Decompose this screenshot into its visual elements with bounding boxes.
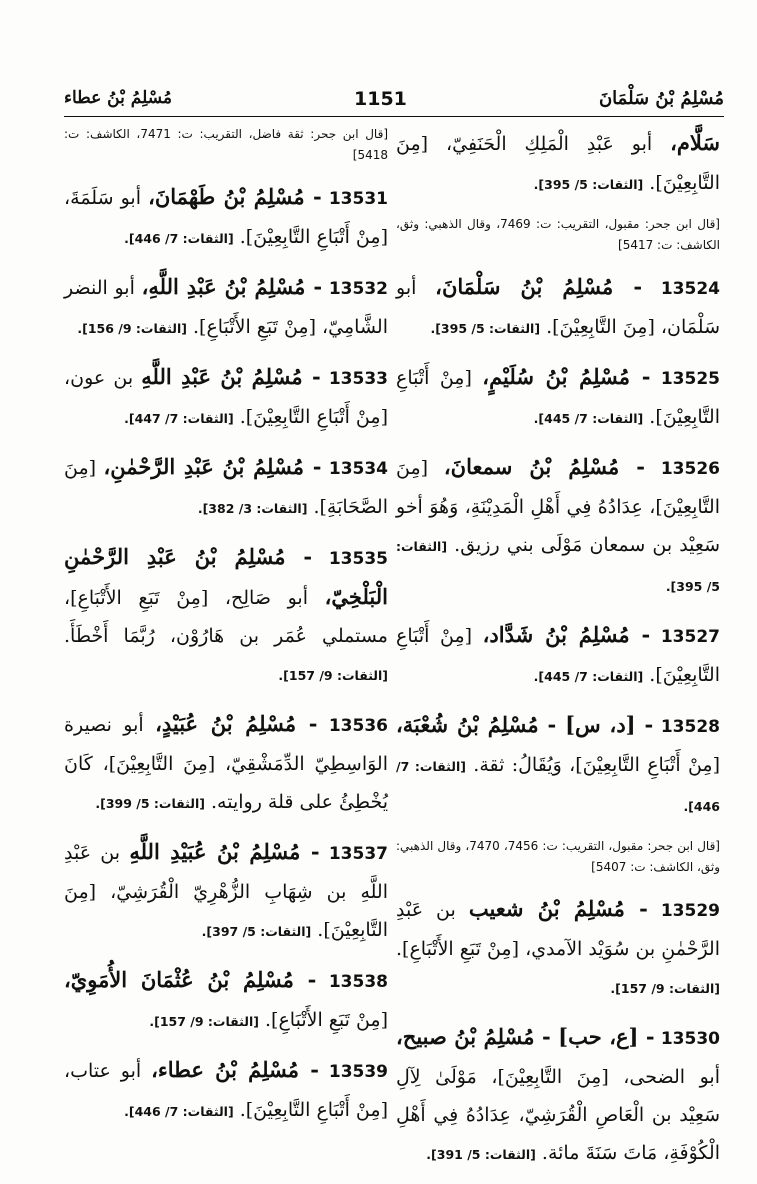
entry-name: - مُسْلِمُ بْنُ عُبَيْدٍ، <box>155 711 318 736</box>
entry-name: سَلَّام، <box>670 130 720 155</box>
entry-text: أبو صَالِح، [مِنْ تَبَعِ الأَتْبَاعِ]، مستملي عُمَر بن هَارُوْن، رُبَّمَا أَخْطَأَ. <box>64 587 388 647</box>
entry-name: - مُسْلِمُ بْنُ شعيب <box>468 896 648 921</box>
editor-note: [قال ابن جحر: مقبول، التقريب: ت: 7456، 7470، وقال الذهبي: وثق، الكاشف: ت: 5407] <box>396 839 720 874</box>
entry-name: - مُسْلِمُ بْنُ شَدَّاد، <box>482 622 651 647</box>
entry-text: [مِنَ الصَّحَابَةِ]. <box>64 457 388 518</box>
entry-text: أبو نصيرة الوَاسِطِيّ الدِّمَشْقِيّ، [مِنَ التَّابِعِيْنَ]، كَانَ يُخْطِئُ على قلة روايته. <box>64 714 388 813</box>
entry-number: 13527 <box>660 627 720 647</box>
entry-number: 13537 <box>328 844 388 864</box>
source-reference: [الثقات: 5/ 395]. <box>430 321 541 336</box>
entry-name: - مُسْلِمُ بْنُ عَبْدِ اللَّهِ، <box>141 274 323 299</box>
page-header <box>64 86 724 117</box>
entry-name: - مُسْلِمُ بْنُ عُبَيْدِ اللَّهِ <box>129 839 320 864</box>
entry-number: 13525 <box>660 369 720 389</box>
entry-number: 13529 <box>660 901 720 921</box>
left-column <box>64 124 388 1141</box>
entry-number: 13524 <box>660 279 720 299</box>
source-reference: [الثقات: 3/ 382]. <box>197 501 308 516</box>
editor-note: [قال ابن جحر: ثقة فاضل، التقريب: ت: 7471، الكاشف: ت: 5418] <box>64 127 389 162</box>
biography-entry <box>396 706 720 826</box>
biography-entry <box>64 448 388 528</box>
biography-entry <box>396 124 720 204</box>
entry-text: بن عَبْدِ اللَّهِ بن شِهَابِ الزُّهْرِيّ الْقُرَشِيّ، [مِنَ التَّابِعِيْنَ]. <box>64 842 388 941</box>
biography-entry <box>64 1051 388 1131</box>
entry-name: - مُسْلِمُ بْنُ سمعانَ، <box>443 454 646 479</box>
entry-text: بن عَبْدِ الرَّحْمٰنِ بن سُوَيْد الآمدي، [مِنْ تَبَعِ الأَتْبَاعِ]. <box>396 899 720 960</box>
entry-number: 13531 <box>328 189 388 209</box>
biography-entry <box>396 1018 720 1174</box>
entry-number: 13532 <box>328 279 388 299</box>
biography-entry <box>396 890 720 1008</box>
source-reference: [الثقات: 5/ 395]. <box>533 177 644 192</box>
entry-number: 13535 <box>328 549 388 569</box>
entry-name: - مُسْلِمُ بْنُ عُثْمَانَ الأُمَوِيّ، <box>64 967 317 992</box>
header-right-title: مُسْلِمُ بْنُ سَلْمَانَ <box>598 88 724 109</box>
entry-number: 13530 <box>660 1029 720 1049</box>
source-reference: [الثقات: 7/ 445]. <box>533 669 644 684</box>
entry-number: 13536 <box>328 716 388 736</box>
source-reference: [الثقات: 7/ 446]. <box>124 1104 234 1119</box>
entry-text: [مِنْ أَتْبَاعِ التَّابِعِيْنَ]. <box>396 625 720 686</box>
biography-entry <box>64 268 388 348</box>
entry-number: 13539 <box>328 1062 389 1082</box>
entry-text: [مِنْ أَتْبَاعِ التَّابِعِيْنَ]، وَيُقَالُ: ثقة. <box>473 754 720 776</box>
biography-entry <box>396 358 720 438</box>
biography-entry <box>396 448 720 606</box>
entry-number: 13538 <box>328 972 388 992</box>
entry-number: 13534 <box>328 459 389 479</box>
source-reference: [الثقات: 9/ 157]. <box>149 1014 259 1029</box>
entry-name: - مُسْلِمُ بْنُ عَبْدِ الرَّحْمٰنِ الْبَلْخِيّ، <box>64 544 388 609</box>
entry-name: - مُسْلِمُ بْنُ عَبْدِ اللَّهِ <box>141 364 321 389</box>
entry-number: 13533 <box>328 369 388 389</box>
entry-name: - مُسْلِمُ بْنُ عَبْدِ الرَّحْمٰنِ، <box>103 454 322 479</box>
entry-text: بن عون، [مِنْ أَتْبَاعِ التَّابِعِيْنَ]. <box>64 367 388 428</box>
entry-number: 13528 <box>660 717 720 737</box>
right-column <box>396 124 720 1184</box>
biography-entry <box>64 833 388 951</box>
source-reference: [الثقات: 7/ 446]. <box>396 759 720 814</box>
entry-name: - مُسْلِمُ بْنُ سُلَيْمٍ، <box>482 364 651 389</box>
source-reference: [الثقات: 5/ 397]. <box>201 924 312 939</box>
source-reference: [الثقات: 9/ 156]. <box>77 321 187 336</box>
biography-entry <box>64 705 388 823</box>
source-reference: [الثقات: 7/ 447]. <box>124 411 234 426</box>
entry-name: - مُسْلِمُ بْنُ عطاء، <box>151 1057 319 1082</box>
entry-text: [مِنَ التَّابِعِيْنَ]، عِدَادُهُ فِي أَهْلِ الْمَدِيْنَةِ، وَهُوَ أخو سَعِيْد بن سمعان مَوْلَى بني رزيق. <box>396 457 720 556</box>
entry-text: أبو عَبْدِ الْمَلِكِ الْحَنَفِيّ، [مِنَ التَّابِعِيْنَ]. <box>396 133 720 194</box>
source-reference: [الثقات: 7/ 445]. <box>533 411 644 426</box>
source-reference: [الثقات: 9/ 157]. <box>610 981 720 996</box>
entry-name: - [د، س] - مُسْلِمُ بْنُ شُعْبَة، <box>396 712 654 737</box>
biography-entry <box>396 268 720 348</box>
source-reference: [الثقات: 7/ 446]. <box>124 231 234 246</box>
biography-entry <box>64 358 388 438</box>
entry-text: أبو سَلْمَان، [مِنَ التَّابِعِيْنَ]. <box>396 277 720 338</box>
entry-text: أبو الضحى، [مِنَ التَّابِعِيْنَ]، مَوْلَىٰ لِآلِ سَعِيْد بن الْعَاصِ الْقُرَشِيّ، عِدَادُهُ فِي أَهْلِ الْكُوْفَةِ، مَاتَ سَنَةَ مائة. <box>396 1066 720 1164</box>
source-reference: [الثقات: 5/ 399]. <box>95 796 205 811</box>
entry-text: [مِنْ أَتْبَاعِ التَّابِعِيْنَ]. <box>396 367 720 428</box>
source-reference: [الثقات: 5/ 391]. <box>426 1147 536 1162</box>
entry-text: [مِنْ تَبَعِ الأَتْبَاعِ]. <box>265 1009 388 1031</box>
source-reference: [الثقات: 5/ 395]. <box>396 539 720 594</box>
editor-note: [قال ابن جحر: مقبول، التقريب: ت: 7469، وقال الذهبي: وثق، الكاشف: ت: 5417] <box>396 217 720 252</box>
entry-text: أبو النضر الشَّامِيّ، [مِنْ تَبَعِ الأَتْبَاعِ]. <box>64 277 388 338</box>
biography-entry <box>396 616 720 696</box>
entry-number: 13526 <box>660 459 720 479</box>
entry-text: أبو عتاب، [مِنْ أَتْبَاعِ التَّابِعِيْنَ]. <box>64 1060 388 1121</box>
entry-name: - [ع، حب] - مُسْلِمُ بْنُ صبيح، <box>396 1024 655 1049</box>
entry-name: - مُسْلِمُ بْنُ سَلْمَانَ، <box>435 274 643 299</box>
entry-text: أبو سَلَمَةَ، [مِنْ أَتْبَاعِ التَّابِعِيْنَ]. <box>64 187 388 248</box>
page-number: 1151 <box>354 88 407 110</box>
source-reference: [الثقات: 9/ 157]. <box>278 668 388 683</box>
biography-entry <box>64 961 388 1041</box>
biography-entry <box>64 538 388 695</box>
entry-name: - مُسْلِمُ بْنُ طَهْمَانَ، <box>148 184 322 209</box>
header-left-title: مُسْلِمُ بْنُ عطاء <box>64 88 172 108</box>
biography-entry <box>64 178 388 258</box>
